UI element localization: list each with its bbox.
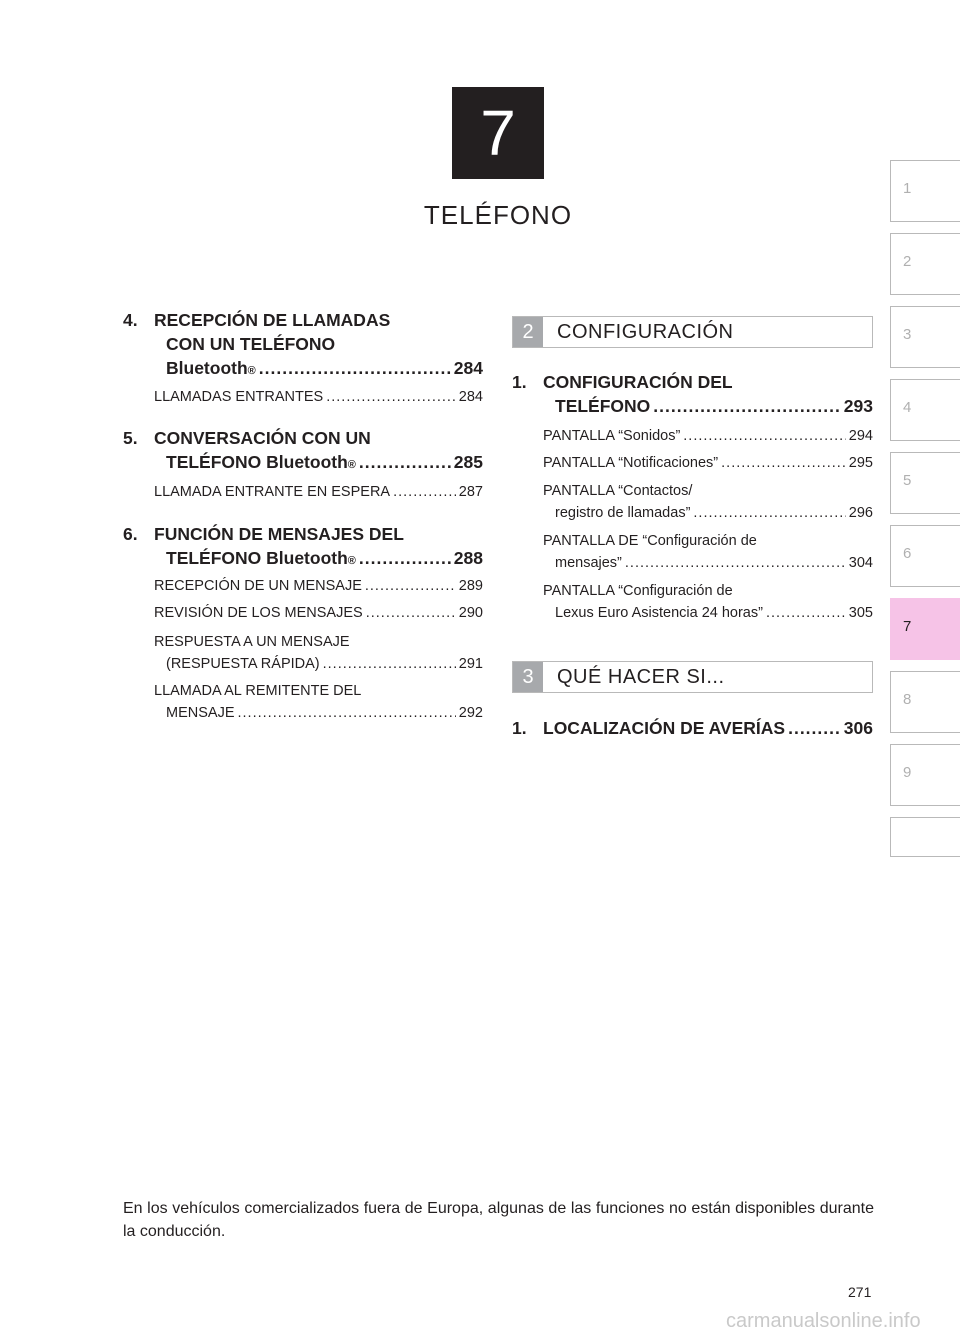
leader-dots xyxy=(323,653,456,675)
leader-dots xyxy=(721,452,846,474)
toc-leader-line xyxy=(123,575,483,597)
toc-sub-line: RESPUESTA A UN MENSAJE xyxy=(154,634,350,650)
toc-leader-line xyxy=(512,452,873,474)
leader-dots xyxy=(788,716,841,740)
section-number: 3 xyxy=(513,662,543,692)
toc-entry-number: 4. xyxy=(123,310,138,330)
toc-text: (RESPUESTA RÁPIDA) xyxy=(166,656,320,672)
toc-text: mensajes” xyxy=(555,555,622,571)
toc-entry[interactable] xyxy=(512,716,873,740)
toc-page-number[interactable]: 295 xyxy=(848,455,873,471)
toc-page-number[interactable]: 291 xyxy=(458,656,483,672)
toc-sub-line: LLAMADA AL REMITENTE DEL xyxy=(154,683,362,699)
toc-text: registro de llamadas” xyxy=(555,505,691,521)
toc-text: TELÉFONO Bluetooth xyxy=(166,548,348,568)
toc-page-number[interactable]: 293 xyxy=(843,396,873,416)
toc-text: PANTALLA “Notificaciones” xyxy=(543,455,719,471)
toc-page-number[interactable]: 306 xyxy=(843,718,873,738)
toc-entry-number: 1. xyxy=(512,718,527,738)
toc-page-number[interactable]: 287 xyxy=(458,484,483,500)
toc-entry-number: 5. xyxy=(123,428,138,448)
chapter-tab-2[interactable]: 2 xyxy=(890,233,960,295)
toc-sub-line: PANTALLA “Configuración de xyxy=(543,583,733,599)
toc-sub-entry[interactable] xyxy=(512,480,873,524)
toc-entry[interactable] xyxy=(512,370,873,418)
toc-page-number[interactable]: 284 xyxy=(453,358,483,378)
toc-leader-line: TELÉFONO Bluetooth ® ..... 285 xyxy=(123,450,483,474)
toc-text: Bluetooth xyxy=(166,358,248,378)
toc-entry-line: FUNCIÓN DE MENSAJES DEL xyxy=(154,524,404,544)
chapter-tab-6[interactable]: 6 xyxy=(890,525,960,587)
toc-entry-number: 1. xyxy=(512,372,527,392)
toc-leader-line xyxy=(512,716,873,740)
leader-dots xyxy=(259,356,451,380)
leader-dots xyxy=(366,602,456,624)
toc-entry-line: CONVERSACIÓN CON UN xyxy=(154,428,371,448)
toc-entry-line: CONFIGURACIÓN DEL xyxy=(543,372,733,392)
toc-text: REVISIÓN DE LOS MENSAJES xyxy=(154,605,363,621)
leader-dots xyxy=(625,552,846,574)
toc-leader-line xyxy=(123,602,483,624)
toc-page-number[interactable]: 294 xyxy=(848,428,873,444)
toc-text: Lexus Euro Asistencia 24 horas” xyxy=(555,605,763,621)
toc-entry-line: CON UN TELÉFONO xyxy=(166,334,336,354)
leader-dots xyxy=(326,386,456,408)
toc-leader-line xyxy=(512,552,873,574)
section-number: 2 xyxy=(513,317,543,347)
chapter-number: 7 xyxy=(480,97,516,169)
toc-entry[interactable] xyxy=(123,308,483,380)
toc-leader-line xyxy=(123,653,483,675)
toc-leader-line xyxy=(512,425,873,447)
toc-text: TELÉFONO Bluetooth xyxy=(166,452,348,472)
toc-sub-entry[interactable] xyxy=(123,575,483,597)
toc-sub-line: PANTALLA “Contactos/ xyxy=(543,483,693,499)
toc-page-number[interactable]: 305 xyxy=(848,605,873,621)
toc-entry-line: RECEPCIÓN DE LLAMADAS xyxy=(154,310,391,330)
toc-text: LOCALIZACIÓN DE AVERÍAS xyxy=(543,718,786,738)
leader-dots xyxy=(766,602,846,624)
toc-text: LLAMADA ENTRANTE EN ESPERA xyxy=(154,484,391,500)
toc-sub-entry[interactable] xyxy=(123,631,483,675)
chapter-number-box xyxy=(452,87,544,179)
toc-sub-entry[interactable] xyxy=(512,580,873,624)
section-title: CONFIGURACIÓN xyxy=(557,321,734,343)
toc-sub-entry[interactable] xyxy=(512,530,873,574)
toc-leader-line xyxy=(512,394,873,418)
toc-page-number[interactable]: 292 xyxy=(458,705,483,721)
footnote: En los vehículos comercializados fuera de Europa, algunas de las funciones no están disponibles durante la conducción. xyxy=(123,1200,874,1240)
leader-dots xyxy=(693,502,845,524)
chapter-tab-8[interactable]: 8 xyxy=(890,671,960,733)
toc-sub-entry[interactable] xyxy=(123,602,483,624)
toc-text: PANTALLA “Sonidos” xyxy=(543,428,681,444)
chapter-tab-4[interactable]: 4 xyxy=(890,379,960,441)
page-number: 271 xyxy=(848,1284,872,1300)
toc-page-number[interactable]: 290 xyxy=(458,605,483,621)
toc-page-number[interactable]: 288 xyxy=(453,548,483,568)
toc-leader-line xyxy=(123,481,483,503)
toc-text: RECEPCIÓN DE UN MENSAJE xyxy=(154,578,362,594)
toc-leader-line xyxy=(123,702,483,724)
section-title: QUÉ HACER SI... xyxy=(557,666,725,688)
chapter-tab-5[interactable]: 5 xyxy=(890,452,960,514)
chapter-tab-1[interactable]: 1 xyxy=(890,160,960,222)
toc-text: LLAMADAS ENTRANTES xyxy=(154,389,324,405)
toc-entry-number: 6. xyxy=(123,524,138,544)
leader-dots xyxy=(359,546,451,570)
chapter-title: TELÉFONO xyxy=(423,200,573,230)
leader-dots xyxy=(653,394,841,418)
toc-page-number[interactable]: 289 xyxy=(458,578,483,594)
toc-leader-line xyxy=(512,502,873,524)
chapter-tab-7[interactable]: 7 xyxy=(890,598,960,660)
section-header xyxy=(512,661,873,693)
section-header xyxy=(512,316,873,348)
chapter-tab-9[interactable]: 9 xyxy=(890,744,960,806)
toc-page-number[interactable]: 304 xyxy=(848,555,873,571)
toc-text: MENSAJE xyxy=(166,705,235,721)
toc-page-number[interactable]: 284 xyxy=(458,389,483,405)
toc-leader-line: TELÉFONO Bluetooth ® ..... 288 xyxy=(123,546,483,570)
chapter-tab-blank[interactable] xyxy=(890,817,960,857)
leader-dots xyxy=(683,425,846,447)
toc-leader-line xyxy=(512,602,873,624)
watermark: carmanualsonline.info xyxy=(726,1310,921,1332)
leader-dots xyxy=(359,450,451,474)
leader-dots xyxy=(393,481,456,503)
toc-sub-entry[interactable] xyxy=(123,481,483,503)
toc-sub-entry[interactable] xyxy=(512,425,873,447)
toc-sub-line: PANTALLA DE “Configuración de xyxy=(543,533,757,549)
leader-dots xyxy=(365,575,456,597)
toc-text: TELÉFONO xyxy=(555,396,651,416)
chapter-tab-3[interactable]: 3 xyxy=(890,306,960,368)
leader-dots xyxy=(238,702,456,724)
toc-leader-line xyxy=(123,386,483,408)
toc-sub-entry[interactable] xyxy=(123,680,483,724)
toc-sub-entry[interactable] xyxy=(123,386,483,408)
toc-entry[interactable] xyxy=(123,426,483,474)
toc-leader-line: Bluetooth ® ..... 284 xyxy=(123,356,483,380)
toc-page-number[interactable]: 285 xyxy=(453,452,483,472)
toc-sub-entry[interactable] xyxy=(512,452,873,474)
toc-page-number[interactable]: 296 xyxy=(848,505,873,521)
toc-entry[interactable] xyxy=(123,522,483,570)
